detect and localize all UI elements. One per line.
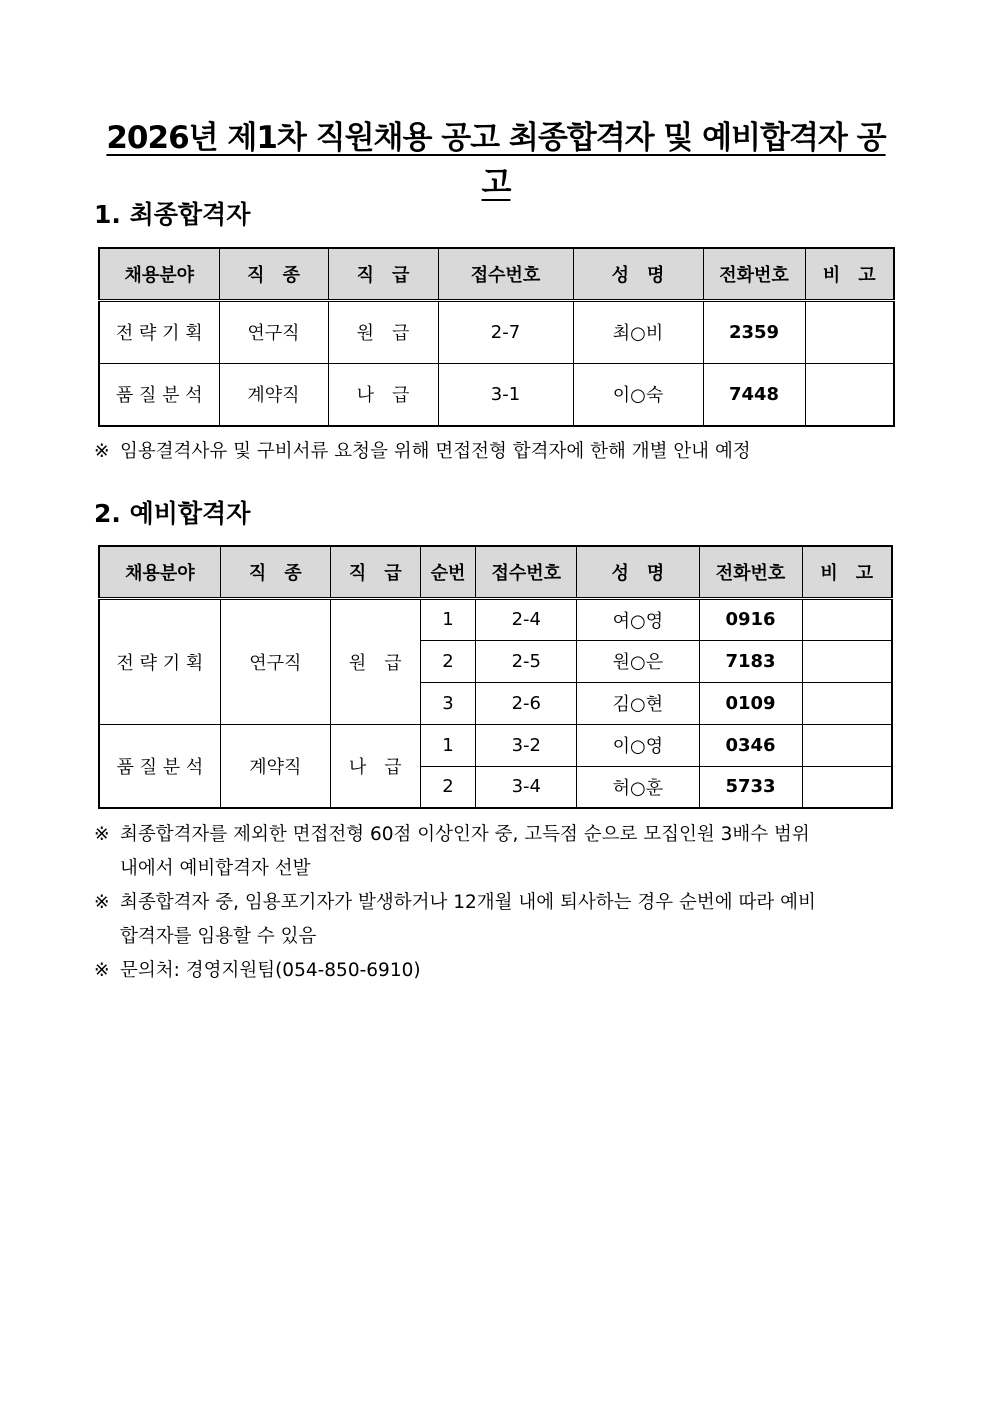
reserve-passers-table	[98, 545, 893, 809]
table-row	[99, 300, 894, 363]
header-grade: 직 급	[328, 248, 438, 300]
cell-order: 1	[420, 598, 476, 640]
cell-name: 이○영	[577, 724, 699, 766]
cell-phone: 7183	[699, 640, 802, 682]
header-receipt: 접수번호	[438, 248, 573, 300]
final-passers-table	[98, 247, 895, 427]
note-continuation: 내에서 예비합격자 선발	[120, 858, 311, 879]
note-text: 최종합격자 중, 임용포기자가 발생하거나 12개월 내에 퇴사하는 경우 순번에 따라 예비	[120, 892, 816, 913]
cell-receipt: 2-4	[476, 598, 577, 640]
section1-heading: 1. 최종합격자	[94, 200, 251, 229]
cell-receipt: 3-1	[438, 363, 573, 426]
section2-notes	[94, 818, 900, 988]
cell-name: 원○은	[577, 640, 699, 682]
cell-phone: 0346	[699, 724, 802, 766]
cell-note	[802, 598, 892, 640]
cell-order: 2	[420, 640, 476, 682]
note-mark: ※	[94, 824, 110, 845]
header-order: 순번	[420, 546, 476, 598]
cell-type: 연구직	[220, 598, 330, 724]
cell-note	[805, 300, 894, 363]
cell-receipt: 2-5	[476, 640, 577, 682]
cell-phone: 0916	[699, 598, 802, 640]
cell-type: 계약직	[220, 724, 330, 808]
cell-grade: 나 급	[328, 363, 438, 426]
cell-type: 계약직	[219, 363, 328, 426]
cell-name: 이○숙	[573, 363, 703, 426]
cell-note	[802, 682, 892, 724]
cell-order: 1	[420, 724, 476, 766]
cell-note	[802, 640, 892, 682]
header-note: 비 고	[805, 248, 894, 300]
cell-field: 전 략 기 획	[99, 598, 220, 724]
cell-receipt: 3-4	[476, 766, 577, 808]
table-row	[99, 724, 892, 766]
header-note: 비 고	[802, 546, 892, 598]
table-row	[99, 598, 892, 640]
cell-grade: 원 급	[330, 598, 420, 724]
header-name: 성 명	[577, 546, 699, 598]
header-grade: 직 급	[330, 546, 420, 598]
cell-grade: 원 급	[328, 300, 438, 363]
contact-text: 문의처: 경영지원팀(054-850-6910)	[120, 960, 421, 981]
cell-phone: 7448	[703, 363, 805, 426]
cell-phone: 0109	[699, 682, 802, 724]
page-title: 2026년 제1차 직원채용 공고 최종합격자 및 예비합격자 공고	[106, 120, 886, 201]
cell-field: 품 질 분 석	[99, 724, 220, 808]
cell-name: 여○영	[577, 598, 699, 640]
header-receipt: 접수번호	[476, 546, 577, 598]
header-name: 성 명	[573, 248, 703, 300]
cell-name: 최○비	[573, 300, 703, 363]
note-item	[94, 818, 900, 852]
cell-note	[802, 766, 892, 808]
table-row	[99, 363, 894, 426]
note-text: 최종합격자를 제외한 면접전형 60점 이상인자 중, 고득점 순으로 모집인원 3배수 범위	[120, 824, 810, 845]
cell-order: 2	[420, 766, 476, 808]
header-type: 직 종	[219, 248, 328, 300]
header-type: 직 종	[220, 546, 330, 598]
cell-receipt: 2-7	[438, 300, 573, 363]
header-field: 채용분야	[99, 248, 219, 300]
section2-heading: 2. 예비합격자	[94, 499, 251, 528]
cell-note	[805, 363, 894, 426]
cell-field: 전 략 기 획	[99, 300, 219, 363]
note-text: 임용결격사유 및 구비서류 요청을 위해 면접전형 합격자에 한해 개별 안내 예정	[120, 441, 751, 462]
cell-phone: 2359	[703, 300, 805, 363]
contact-note	[94, 954, 900, 988]
cell-name: 김○현	[577, 682, 699, 724]
cell-note	[802, 724, 892, 766]
cell-order: 3	[420, 682, 476, 724]
cell-type: 연구직	[219, 300, 328, 363]
cell-field: 품 질 분 석	[99, 363, 219, 426]
note-mark: ※	[94, 892, 110, 913]
cell-name: 허○훈	[577, 766, 699, 808]
header-phone: 전화번호	[699, 546, 802, 598]
header-field: 채용분야	[99, 546, 220, 598]
cell-receipt: 3-2	[476, 724, 577, 766]
cell-phone: 5733	[699, 766, 802, 808]
cell-receipt: 2-6	[476, 682, 577, 724]
note-mark: ※	[94, 441, 110, 462]
header-phone: 전화번호	[703, 248, 805, 300]
cell-grade: 나 급	[330, 724, 420, 808]
section1-note	[94, 435, 900, 469]
note-mark: ※	[94, 960, 110, 981]
note-item	[94, 886, 900, 920]
note-continuation: 합격자를 임용할 수 있음	[120, 926, 317, 947]
